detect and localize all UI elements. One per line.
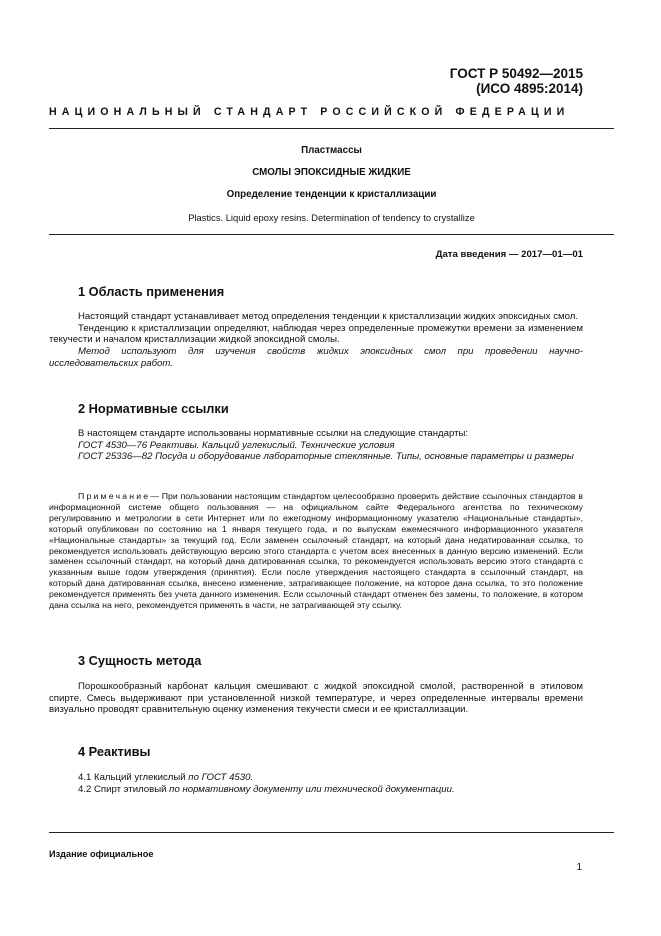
- item-reference: по нормативному документу или технической документации.: [169, 783, 455, 795]
- national-standard-banner: НАЦИОНАЛЬНЫЙ СТАНДАРТ РОССИЙСКОЙ ФЕДЕРАЦИИ: [49, 106, 570, 118]
- reference-gost-25336: ГОСТ 25336—82 Посуда и оборудование лабораторные стеклянные. Типы, основные параметры и размеры: [78, 451, 574, 463]
- section-4-heading: 4 Реактивы: [78, 744, 151, 759]
- section-3-heading: 3 Сущность метода: [78, 653, 202, 668]
- title-main: СМОЛЫ ЭПОКСИДНЫЕ ЖИДКИЕ: [252, 167, 411, 178]
- item-text: 4.2 Спирт этиловый: [78, 783, 170, 795]
- list-item: [49, 772, 583, 784]
- section-4-body: [49, 772, 583, 795]
- paragraph: В настоящем стандарте использованы нормативные ссылки на следующие стандарты:: [78, 428, 469, 439]
- introduction-date: Дата введения — 2017—01—01: [435, 249, 583, 260]
- note-text: — При пользовании настоящим стандартом целесообразно проверить действие ссылочных стандартов в информационной системе общего пользования — на официальном сайте Федерального агентства по техническому регулированию и метрологии в сети Интернет или по ежегодному информационному указателю «Национальные стандарты», который опубликован по состоянию на 1 января текущего года, и по выпускам ежемесячного информационного указателя «Национальные стандарты» за текущий год. Если заменен ссылочный стандарт, на который дана недатированная ссылка, то рекомендуется использовать действующую версию этого стандарта с учетом всех внесенных в данную версию изменений. Если заменен ссылочный стандарт, на который дана датированная ссылка, то рекомендуется использовать версию этого стандарта с указанным выше годом утверждения (принятия). Если после утверждения настоящего стандарта в ссылочный стандарт, на который дана датированная ссылка, внесено изменение, затрагивающее положение, на которое дана ссылка, то это положение рекомендуется применять без учета данного изменения. Если ссылочный стандарт отменен без замены, то положение, в котором дана ссылка на него, рекомендуется применять в части, не затрагивающей эту ссылку.: [49, 491, 583, 611]
- page-number: 1: [576, 862, 582, 873]
- title-group: Пластмассы: [301, 145, 362, 156]
- list-item: [49, 784, 583, 796]
- std-number: ГОСТ Р 50492—2015: [449, 66, 583, 81]
- top-rule: [49, 128, 614, 129]
- title-rule: [49, 234, 614, 235]
- std-code: [450, 66, 583, 96]
- section-2-body: [49, 428, 583, 463]
- section-1-body: [49, 311, 583, 370]
- note-label: Примечание: [78, 491, 151, 501]
- item-reference: по ГОСТ 4530.: [188, 772, 254, 783]
- note-paragraph: [49, 491, 583, 611]
- section-3-body: [49, 681, 583, 716]
- footer-rule: [49, 832, 614, 833]
- title-sub: Определение тенденции к кристаллизации: [226, 189, 437, 200]
- title-english: Plastics. Liquid epoxy resins. Determination of tendency to crystallize: [188, 212, 475, 223]
- edition-label: Издание официальное: [49, 849, 154, 859]
- reference-gost-4530: ГОСТ 4530—76 Реактивы. Кальций углекислый. Технические условия: [78, 439, 395, 451]
- iso-number: (ИСО 4895:2014): [476, 81, 583, 96]
- paragraph: Порошкообразный карбонат кальция смешивают с жидкой эпоксидной смолой, растворенной в этиловом спирте. Смесь выдерживают при установленной низкой температуре, и через определенные интервалы времени визуально проводят сравнительную оценку изменения текучести смеси и ее кристаллизации.: [49, 681, 583, 716]
- item-text: 4.1 Кальций углекислый: [78, 772, 189, 783]
- paragraph: Метод используют для изучения свойств жидких эпоксидных смол при проведении научно-исследовательских работ.: [49, 346, 583, 369]
- paragraph: Настоящий стандарт устанавливает метод определения тенденции к кристаллизации жидких эпоксидных смол.: [78, 311, 578, 322]
- paragraph: Тенденцию к кристаллизации определяют, наблюдая через определенные промежутки времени за изменением текучести и началом кристаллизации жидкой эпоксидной смолы.: [49, 322, 583, 346]
- note-block: [49, 491, 583, 611]
- section-1-heading: 1 Область применения: [78, 284, 225, 299]
- section-2-heading: 2 Нормативные ссылки: [78, 401, 229, 416]
